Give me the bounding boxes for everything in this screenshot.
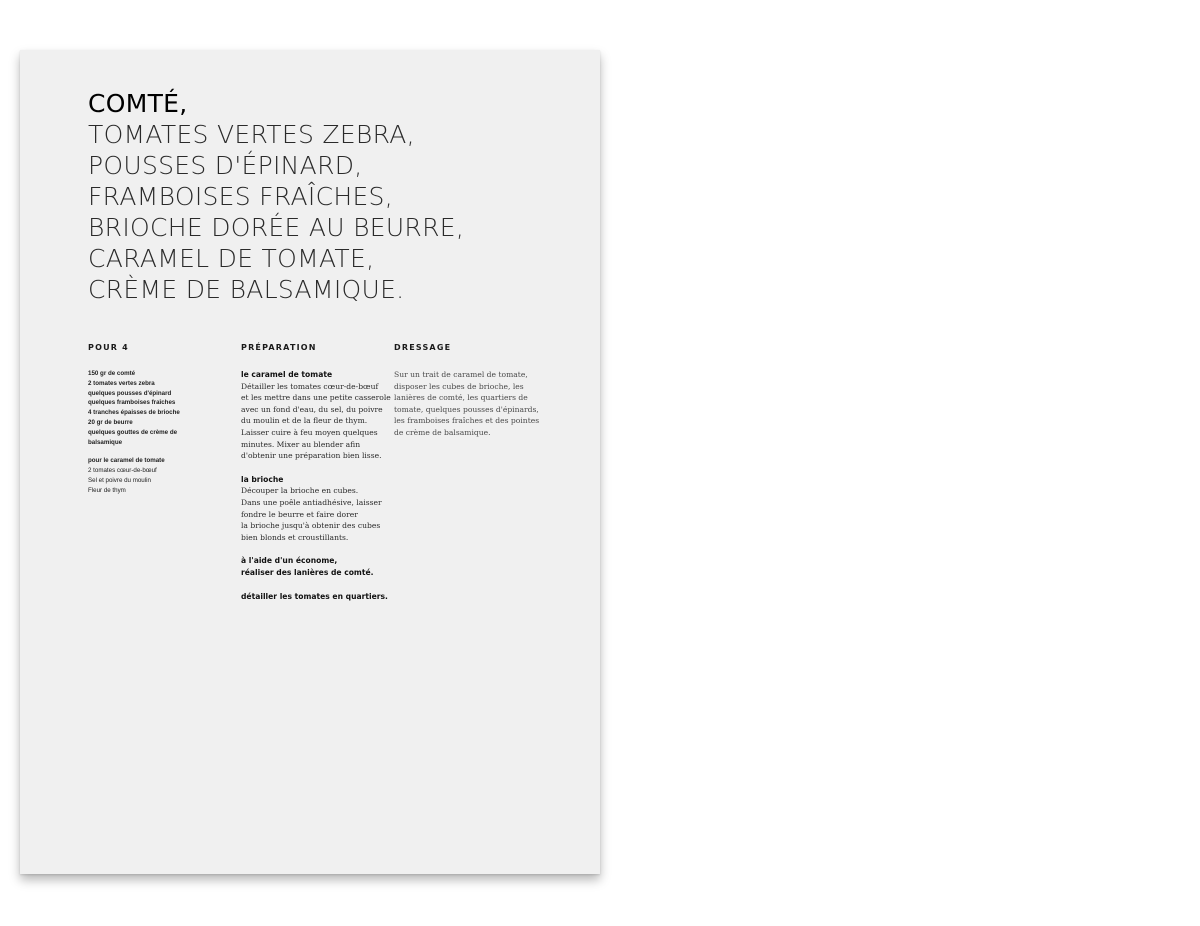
dressage-column (394, 343, 544, 439)
prep-line: Détailler les tomates cœur-de-bœuf (241, 381, 379, 391)
comte-step: réaliser des lanières de comté. (241, 567, 374, 577)
recipe-page (20, 50, 600, 874)
preparation-column (241, 343, 389, 602)
recipe-title (88, 88, 568, 305)
caramel-subheading: le caramel de tomate (241, 370, 333, 379)
prep-line: fondre le beurre et faire dorer (241, 509, 358, 519)
title-line: FRAMBOISES FRAÎCHES, (88, 182, 393, 211)
comte-step: à l'aide d'un économe, (241, 556, 338, 566)
preparation-heading: PRÉPARATION (241, 343, 317, 352)
prep-line: Découper la brioche en cubes. (241, 486, 359, 496)
preparation-text (241, 369, 389, 602)
ingredient-item: Fleur de thym (88, 486, 126, 494)
ingredient-item: quelques framboises fraîches (88, 399, 176, 407)
ingredient-item: quelques gouttes de crème de (88, 428, 178, 436)
prep-line: avec un fond d'eau, du sel, du poivre (241, 404, 383, 414)
dressage-line: Sur un trait de caramel de tomate, (394, 370, 528, 379)
prep-line: du moulin et de la fleur de thym. (241, 416, 368, 426)
title-line: CARAMEL DE TOMATE, (88, 244, 375, 273)
ingredient-item: 2 tomates cœur-de-bœuf (88, 467, 157, 475)
prep-line: Laisser cuire à feu moyen quelques (241, 427, 378, 437)
title-lead: COMTÉ, (88, 89, 188, 118)
dressage-line: tomate, quelques pousses d'épinards, (394, 404, 539, 414)
ingredient-item: balsamique (88, 438, 123, 446)
ingredient-item: 150 gr de comté (88, 370, 136, 377)
dressage-line: lanières de comté, les quartiers de (394, 393, 528, 403)
brioche-subheading: la brioche (241, 474, 284, 484)
caramel-ingredients-heading: pour le caramel de tomate (88, 457, 165, 465)
title-line: CRÈME DE BALSAMIQUE. (88, 275, 405, 304)
prep-line: et les mettre dans une petite casserole (241, 393, 391, 403)
prep-line: Dans une poêle antiadhésive, laisser (241, 497, 382, 507)
prep-line: bien blonds et croustillants. (241, 532, 349, 542)
title-line: POUSSES D'ÉPINARD, (88, 151, 363, 180)
title-line: TOMATES VERTES ZEBRA, (88, 120, 415, 149)
prep-line: d'obtenir une préparation bien lisse. (241, 451, 382, 461)
dressage-line: de crème de balsamique. (394, 427, 491, 437)
ingredient-item: quelques pousses d'épinard (88, 389, 172, 397)
dressage-line: disposer les cubes de brioche, les (394, 381, 524, 391)
prep-line: minutes. Mixer au blender afin (241, 439, 361, 449)
ingredients-column (88, 343, 228, 496)
pour-heading: POUR 4 (88, 343, 129, 352)
title-line: BRIOCHE DORÉE AU BEURRE, (88, 213, 465, 242)
dressage-heading: DRESSAGE (394, 343, 452, 352)
ingredient-item: Sel et poivre du moulin (88, 476, 151, 484)
ingredient-item: 2 tomates vertes zebra (88, 379, 155, 387)
prep-line: la brioche jusqu'à obtenir des cubes (241, 521, 381, 531)
dressage-text (394, 369, 544, 439)
ingredients-list (88, 369, 228, 496)
ingredient-item: 20 gr de beurre (88, 418, 133, 426)
dressage-line: les framboises fraîches et des pointes (394, 416, 540, 426)
ingredient-item: 4 tranches épaisses de brioche (88, 409, 180, 417)
tomates-step: détailler les tomates en quartiers. (241, 591, 388, 601)
